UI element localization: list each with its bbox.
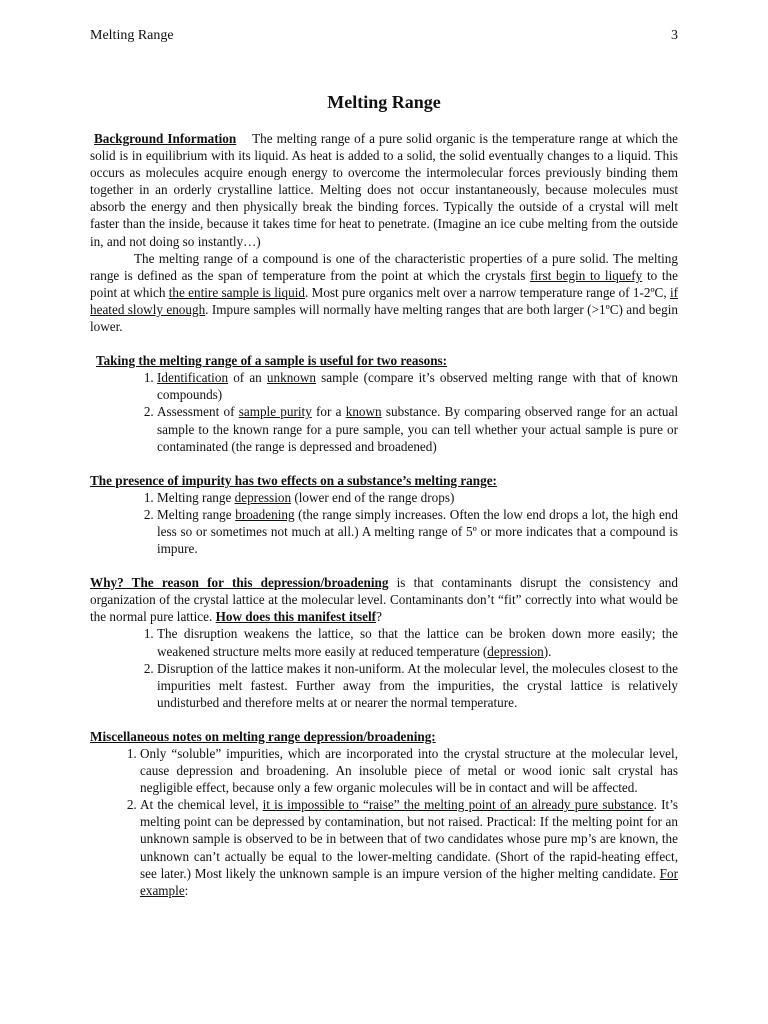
running-header-title: Melting Range <box>90 28 174 43</box>
background-text: The melting range of a pure solid organic is the temperature range at which the solid is in equilibrium with its liquid. As heat is added to a solid, the solid eventually changes to a liquid. This occurs as molecules acquire enough energy to overcome the intermolecular forces previously binding them together in an orderly crystalline lattice. Melting does not occur instantaneously, because molecules must absorb the energy and then physically break the binding forces. Typically the outside of a crystal will melt faster than the inside, because it takes time for heat to penetrate. (Imagine an ice cube melting from the outside in, and not doing so instantly…) <box>90 131 679 249</box>
list-item: 2. Disruption of the lattice makes it non-uniform. At the molecular level, the molecules closest to the impurities melt fastest. Further away from the impurities, the crystal lattice is relatively undisturbed and therefore melts at or nearer the normal temperature. <box>157 660 678 711</box>
impurity-heading-line <box>90 472 678 489</box>
text-run: The melting range of a compound is one of the characteristic properties of a pure solid. The melting range is defined as the span of temperature from the point at which the crystals <box>90 250 678 283</box>
text-run: is that contaminants disrupt the consistency and organization of the crystal lattice at the molecular level. Contaminants don’t “fit” correctly into what would be the normal pure lattice. <box>90 575 678 625</box>
underlined-text: the entire sample is liquid <box>168 284 305 300</box>
document-body <box>90 130 678 899</box>
list-item <box>140 796 678 899</box>
why-list <box>90 625 678 710</box>
text-run: ? <box>376 609 382 625</box>
text-run: . Most pure organics melt over a narrow temperature range of 1-2ºC, <box>305 284 670 300</box>
text-run: . Impure samples will normally have melting ranges that are both larger (>1ºC) and begin lower. <box>90 301 678 335</box>
misc-heading-line <box>90 728 678 745</box>
text-run: Melting range <box>157 489 235 505</box>
reasons-heading-line <box>90 352 678 369</box>
underlined-text: Identification <box>157 370 229 386</box>
list-item <box>157 369 678 403</box>
list-item <box>157 403 678 454</box>
text-run: Melting range <box>157 506 236 522</box>
underlined-text: For example <box>140 865 678 898</box>
underlined-text: depression <box>487 643 544 659</box>
background-heading: Background Information <box>94 131 237 146</box>
text-run: (lower end of the range drops) <box>291 489 455 505</box>
list-item <box>157 625 678 659</box>
text-run: of an <box>228 370 267 386</box>
list-item <box>157 489 678 506</box>
list-item: 1. Only “soluble” impurities, which are incorporated into the crystal structure at the molecular level, cause depression and broadening. An insoluble piece of metal or wood ionic salt crystal has negligible effect, because only a few organic molecules will be in contact and will be affected. <box>140 745 678 796</box>
underlined-text: known <box>345 404 382 420</box>
text-run: ). <box>543 643 552 659</box>
misc-notes-list <box>90 745 678 899</box>
text-run: (the range simply increases. Often the low end drops a lot, the high end less so or sometimes not much at all.) A melting range of 5º or more indicates that a compound is impure. <box>157 506 678 557</box>
underlined-text: it is impossible to “raise” the melting point of an already pure substance <box>262 797 654 813</box>
reasons-list <box>90 369 678 454</box>
why-paragraph <box>90 574 678 625</box>
impurity-heading: The presence of impurity has two effects on a substance’s melting range: <box>90 472 497 488</box>
page-number: 3 <box>671 28 678 43</box>
background-paragraph <box>90 130 678 250</box>
text-run: The disruption weakens the lattice, so that the lattice can be broken down more easily; the weakened structure melts more easily at reduced temperature ( <box>157 626 678 659</box>
underlined-text: broadening <box>235 506 295 522</box>
text-run: substance. By comparing observed range for an actual sample to the known range for a pure sample, you can tell whether your actual sample is pure or contaminated (the range is depressed and broadened) <box>157 404 679 454</box>
underlined-text: first begin to liquefy <box>530 267 643 283</box>
list-item <box>157 506 678 557</box>
reasons-heading: Taking the melting range of a sample is useful for two reasons: <box>96 353 448 369</box>
text-run: Assessment of <box>157 404 239 420</box>
why-heading: Why? The reason for this depression/broadening <box>90 575 389 591</box>
misc-heading: Miscellaneous notes on melting range depression/broadening: <box>90 728 436 744</box>
text-run: for a <box>311 404 346 420</box>
text-run: . It’s melting point can be depressed by contamination, but not raised. Practical: If the melting point for an unknown sample is observed to be in between that of two candidates whose pure mp’s are known, the unknown can’t actually be equal to the lower-melting candidate. (Short of the rapid-heating effect, see later.) Most likely the unknown sample is an impure version of the higher melting candidate. <box>140 797 678 881</box>
underlined-text: sample purity <box>238 404 312 420</box>
underlined-text: if heated slowly enough <box>90 284 678 317</box>
melting-range-definition-paragraph <box>90 250 678 335</box>
underlined-text: depression <box>234 489 292 505</box>
underlined-text: unknown <box>266 370 317 386</box>
page-title: Melting Range <box>327 92 441 112</box>
text-run: to the point at which <box>90 267 678 300</box>
text-run: sample (compare it’s observed melting range with that of known compounds) <box>157 370 678 403</box>
text-run: : <box>184 882 189 898</box>
text-run: At the chemical level, <box>140 797 263 813</box>
manifest-question: How does this manifest itself <box>215 609 377 625</box>
impurity-effects-list <box>90 489 678 557</box>
